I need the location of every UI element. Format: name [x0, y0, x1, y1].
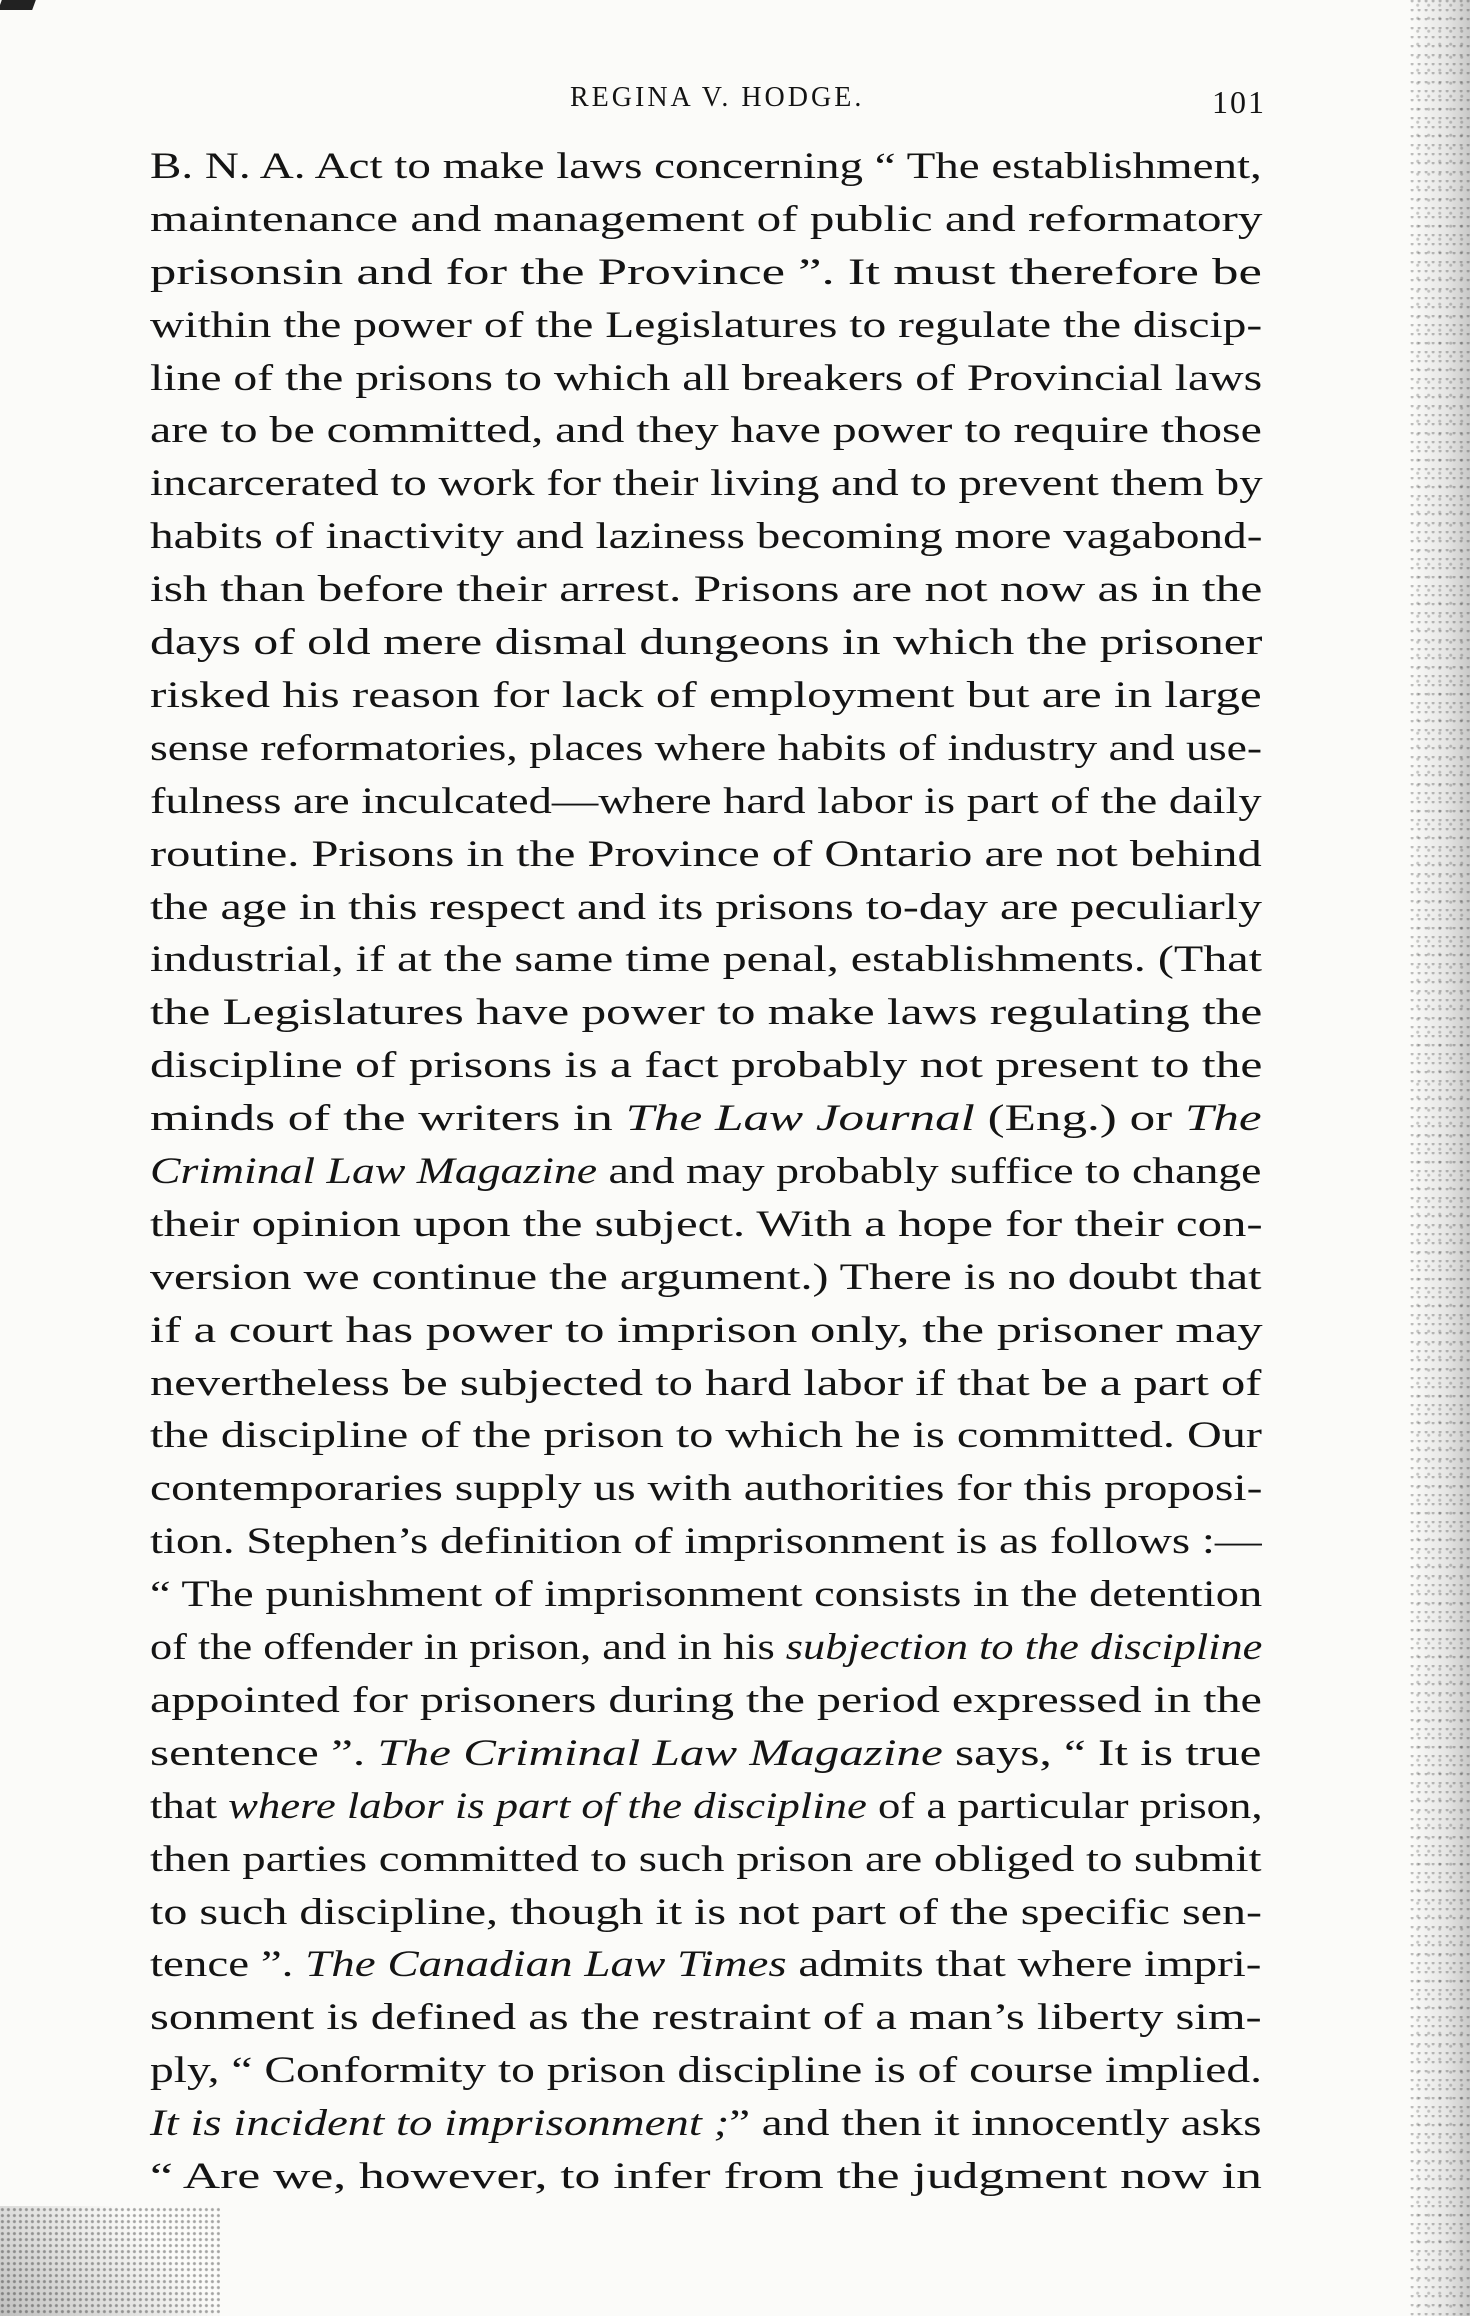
text-line: the Legislatures have power to make laws regulating the: [150, 992, 1263, 1033]
text-span: tence ”.: [150, 1944, 306, 1985]
text-line: [150, 1153, 1261, 1190]
italic-span: The: [1184, 1098, 1262, 1139]
text-line: the discipline of the prison to which he is committed. Our: [150, 1415, 1262, 1456]
text-line: [150, 2105, 1261, 2142]
italic-span: The Law Journal: [625, 1098, 975, 1139]
text-line: days of old mere dismal dungeons in which the prisoner: [150, 622, 1263, 663]
text-line: to such discipline, though it is not part of the specific sen-: [150, 1892, 1262, 1933]
text-line: sense reformatories, places where habits of industry and use-: [150, 728, 1263, 769]
text-line: [150, 1788, 1263, 1825]
text-line: [150, 1946, 1261, 1983]
running-title: REGINA V. HODGE.: [570, 82, 865, 113]
text-span: says, “ It is true: [942, 1733, 1262, 1774]
italic-span: It is incident to imprisonment ;: [150, 2103, 730, 2144]
text-line: line of the prisons to which all breakers of Provincial laws: [150, 358, 1263, 399]
text-line: if a court has power to imprison only, the prisoner may: [150, 1310, 1263, 1351]
text-line: discipline of prisons is a fact probably not present to the: [150, 1045, 1263, 1086]
text-line: ish than before their arrest. Prisons are not now as in the: [150, 569, 1263, 610]
text-line: then parties committed to such prison are obliged to submit: [150, 1839, 1262, 1880]
text-line: “ Are we, however, to infer from the judgment now in: [150, 2156, 1262, 2197]
text-line: [150, 1735, 1261, 1772]
italic-span: subjection to the discipline: [785, 1627, 1263, 1668]
text-line: contemporaries supply us with authorities for this proposi-: [150, 1468, 1263, 1509]
text-line: sonment is defined as the restraint of a man’s liberty sim-: [150, 1997, 1262, 2038]
text-span: (Eng.) or: [974, 1098, 1185, 1139]
page-number: 101: [1212, 84, 1266, 120]
text-line: [150, 1100, 1262, 1137]
text-line: [150, 1629, 1262, 1666]
text-span: minds of the writers in: [150, 1098, 626, 1139]
text-line: habits of inactivity and laziness becoming more vagabond-: [150, 516, 1263, 557]
text-line: within the power of the Legislatures to regulate the discip-: [150, 305, 1263, 346]
text-span: of the offender in prison, and in his: [150, 1627, 786, 1668]
text-line: incarcerated to work for their living and to prevent them by: [150, 463, 1263, 504]
text-line: appointed for prisoners during the period expressed in the: [150, 1680, 1262, 1721]
text-line: their opinion upon the subject. With a hope for their con-: [150, 1204, 1263, 1245]
text-line: are to be committed, and they have power to require those: [150, 410, 1262, 451]
text-line: “ The punishment of imprisonment consists in the detention: [150, 1574, 1263, 1615]
text-span: and may probably suffice to change: [597, 1151, 1262, 1192]
text-line: nevertheless be subjected to hard labor if that be a part of: [150, 1363, 1262, 1404]
text-line: risked his reason for lack of employment but are in large: [150, 675, 1262, 716]
text-span: admits that where impri-: [786, 1944, 1262, 1985]
text-span: ” and then it innocently asks: [729, 2103, 1262, 2144]
text-line: prisonsin and for the Province ”. It must therefore be: [150, 252, 1262, 293]
text-line: routine. Prisons in the Province of Ontario are not behind: [150, 834, 1262, 875]
text-span: that: [150, 1786, 229, 1827]
text-line: B. N. A. Act to make laws concerning “ The establishment,: [150, 146, 1262, 187]
text-line: ply, “ Conformity to prison discipline is of course implied.: [150, 2050, 1262, 2091]
text-line: tion. Stephen’s definition of imprisonment is as follows :—: [150, 1521, 1262, 1562]
italic-span: The Criminal Law Magazine: [377, 1733, 943, 1774]
text-line: fulness are inculcated—where hard labor is part of the daily: [150, 781, 1262, 822]
text-span: of a particular prison,: [866, 1786, 1263, 1827]
italic-span: Criminal Law Magazine: [150, 1151, 598, 1192]
text-line: the age in this respect and its prisons to-day are peculiarly: [150, 887, 1262, 928]
text-line: maintenance and management of public and reformatory: [150, 199, 1263, 240]
text-span: sentence ”.: [150, 1733, 378, 1774]
italic-span: The Canadian Law Times: [305, 1944, 787, 1985]
text-line: industrial, if at the same time penal, establishments. (That: [150, 939, 1262, 980]
italic-span: where labor is part of the discipline: [228, 1786, 867, 1827]
text-line: version we continue the argument.) There is no doubt that: [150, 1257, 1262, 1298]
